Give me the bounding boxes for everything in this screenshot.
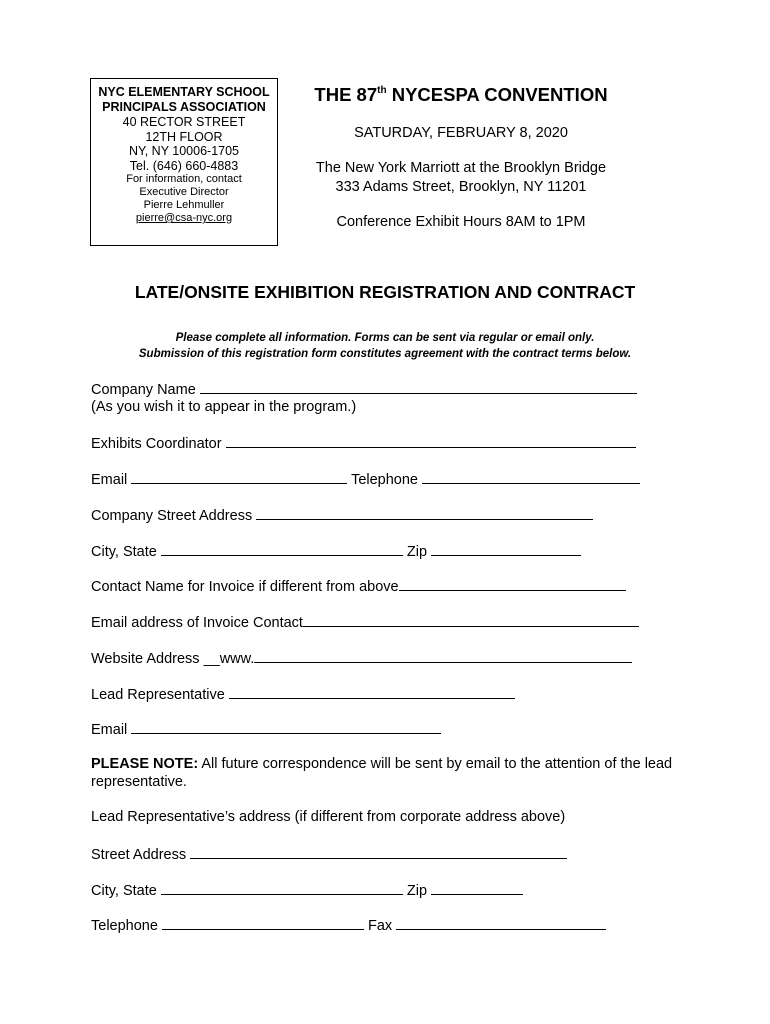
lead-phone-fax-row [91,915,606,935]
org-name-line1: NYC ELEMENTARY SCHOOL [98,85,270,99]
city-state-zip-row [91,541,581,561]
company-street-field[interactable] [256,505,593,520]
city-state-label: City, State [91,544,157,560]
lead-representative-field[interactable] [229,684,515,699]
form-title: LATE/ONSITE EXHIBITION REGISTRATION AND CONTRACT [134,282,636,302]
lead-zip-label: Zip [406,883,428,899]
venue-address: 333 Adams Street, Brooklyn, NY 11201 [335,179,587,195]
org-email-link[interactable]: pierre@csa-nyc.org [135,212,233,224]
lead-city-state-field[interactable] [161,880,403,895]
exhibits-coordinator-label: Exhibits Coordinator [91,436,222,452]
exhibits-coordinator-row [91,433,636,453]
lead-zip-field[interactable] [431,880,523,895]
company-street-label: Company Street Address [91,508,253,524]
exhibit-hours: Conference Exhibit Hours 8AM to 1PM [336,214,586,230]
lead-representative-row [91,684,515,704]
convention-title: THE 87th NYCESPA CONVENTION [314,84,608,105]
company-name-note: (As you wish it to appear in the program.) [91,399,357,415]
lead-city-state-zip-row [91,880,523,900]
exhibits-coordinator-field[interactable] [226,433,636,448]
instructions-line1: Please complete all information. Forms can be sent via regular or email only. [175,332,595,344]
zip-field[interactable] [431,541,581,556]
lead-telephone-label: Telephone [91,918,158,934]
org-city: NY, NY 10006-1705 [128,144,240,158]
lead-telephone-field[interactable] [162,915,364,930]
please-note-label: PLEASE NOTE: [91,756,199,772]
please-note-text: All future correspondence will be sent by email to the attention of the lead representative. [91,756,673,790]
invoice-contact-label: Contact Name for Invoice if different from above [91,579,399,595]
org-contact-note: For information, contact [126,173,242,185]
email-field[interactable] [131,469,347,484]
company-name-label: Company Name [91,382,196,398]
org-name-line2: PRINCIPALS ASSOCIATION [102,100,266,114]
city-state-field[interactable] [161,541,403,556]
venue-name: The New York Marriott at the Brooklyn Bridge [315,160,607,176]
org-floor: 12TH FLOOR [145,129,223,144]
lead-fax-field[interactable] [396,915,606,930]
instructions-line2: Submission of this registration form constitutes agreement with the contract terms below. [138,348,632,360]
lead-fax-label: Fax [367,918,393,934]
email-telephone-row [91,469,640,489]
lead-street-row [91,844,567,864]
zip-label: Zip [406,544,428,560]
lead-email-field[interactable] [131,719,441,734]
company-name-row [91,379,637,399]
please-note [91,755,676,791]
website-field[interactable] [254,648,632,663]
telephone-label: Telephone [351,472,418,488]
convention-date: SATURDAY, FEBRUARY 8, 2020 [354,125,568,141]
lead-email-row [91,719,441,739]
org-contact-title: Executive Director [139,186,229,198]
lead-street-label: Street Address [91,847,187,863]
company-street-row [91,505,593,525]
lead-email-label: Email [91,722,128,738]
email-label: Email [91,472,128,488]
lead-representative-label: Lead Representative [91,687,225,703]
org-contact-name: Pierre Lehmuller [143,199,225,211]
website-row [91,648,632,668]
website-label: Website Address __www. [91,651,255,667]
org-phone: Tel. (646) 660-4883 [129,158,239,173]
lead-city-state-label: City, State [91,883,157,899]
invoice-contact-field[interactable] [399,576,626,591]
invoice-email-field[interactable] [303,612,639,627]
invoice-contact-row [91,576,626,596]
lead-address-heading: Lead Representative’s address (if different from corporate address above) [91,809,566,825]
organization-contact-box [90,78,278,246]
lead-street-field[interactable] [190,844,567,859]
org-street: 40 RECTOR STREET [122,115,246,129]
company-name-field[interactable] [200,379,637,394]
invoice-email-label: Email address of Invoice Contact [91,615,303,631]
invoice-email-row [91,612,639,632]
telephone-field[interactable] [422,469,640,484]
